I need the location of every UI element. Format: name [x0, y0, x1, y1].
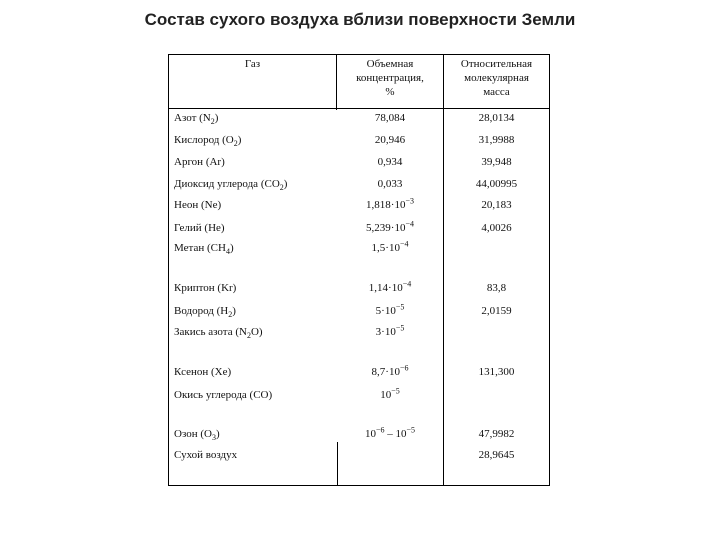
- mass-value: 28,0134: [478, 112, 515, 124]
- volume-value: $1,818\cdot 10^{-3}$: [366, 196, 414, 211]
- volume-value: $10^{-5}$: [380, 386, 400, 401]
- mass-value: 39,948: [481, 156, 512, 168]
- gas-name: Озон $(O_3)$: [174, 428, 220, 443]
- header-molecular-mass: Относительная молекулярная масса: [460, 58, 533, 98]
- gas-name: Сухой воздух: [174, 449, 238, 461]
- gas-name: Гелий (He): [174, 222, 225, 234]
- mass-value: 4,0026: [481, 222, 512, 234]
- volume-value: $1,5\cdot 10^{-4}$: [371, 239, 409, 254]
- air-composition-table: [168, 54, 550, 486]
- mass-value: 47,9982: [478, 428, 515, 440]
- gas-name: Криптон (Kr): [174, 282, 237, 294]
- volume-value: $5,239\cdot 10^{-4}$: [366, 219, 414, 234]
- gas-name: Диоксид углерода $(CO_2)$: [174, 178, 288, 193]
- volume-value: $10^{-6} - 10^{-5}$: [364, 425, 416, 440]
- volume-value: $3\cdot 10^{-5}$: [375, 323, 405, 338]
- gas-name: Кислород $(O_2)$: [174, 134, 242, 149]
- volume-value: 0,033: [377, 178, 403, 190]
- mass-value: 131,300: [478, 366, 515, 378]
- gas-name: Ксенон (Xe): [174, 366, 232, 378]
- column-divider: [337, 442, 338, 485]
- volume-value: 78,084: [374, 112, 406, 124]
- volume-value: $1,14\cdot 10^{-4}$: [368, 279, 412, 294]
- gas-name: Окись углерода (CO): [174, 389, 273, 401]
- gas-name: Неон (Ne): [174, 199, 222, 211]
- gas-name: Аргон (Ar): [174, 156, 225, 168]
- volume-value: 0,934: [377, 156, 403, 168]
- page-title: Состав сухого воздуха вблизи поверхности Земли: [144, 10, 576, 29]
- mass-value: 28,9645: [478, 449, 515, 461]
- header-volume-concentration: Объемная концентрация, %: [356, 58, 424, 98]
- volume-value: 20,946: [374, 134, 406, 146]
- gas-name: Закись азота $(N_2O)$: [174, 326, 263, 341]
- volume-value: $5\cdot 10^{-5}$: [375, 302, 405, 317]
- header-gas: Газ: [244, 58, 261, 70]
- gas-name: Азот $(N_2)$: [174, 112, 219, 127]
- mass-value: 83,8: [486, 282, 507, 294]
- mass-value: 2,0159: [481, 305, 512, 317]
- mass-value: 44,00995: [475, 178, 518, 190]
- gas-name: Метан $(CH_4)$: [174, 242, 234, 257]
- volume-value: $8,7\cdot 10^{-6}$: [371, 363, 409, 378]
- gas-name: Водород $(H_2)$: [174, 305, 236, 320]
- mass-value: 31,9988: [478, 134, 515, 146]
- mass-value: 20,183: [481, 199, 512, 211]
- header-divider: [169, 108, 549, 109]
